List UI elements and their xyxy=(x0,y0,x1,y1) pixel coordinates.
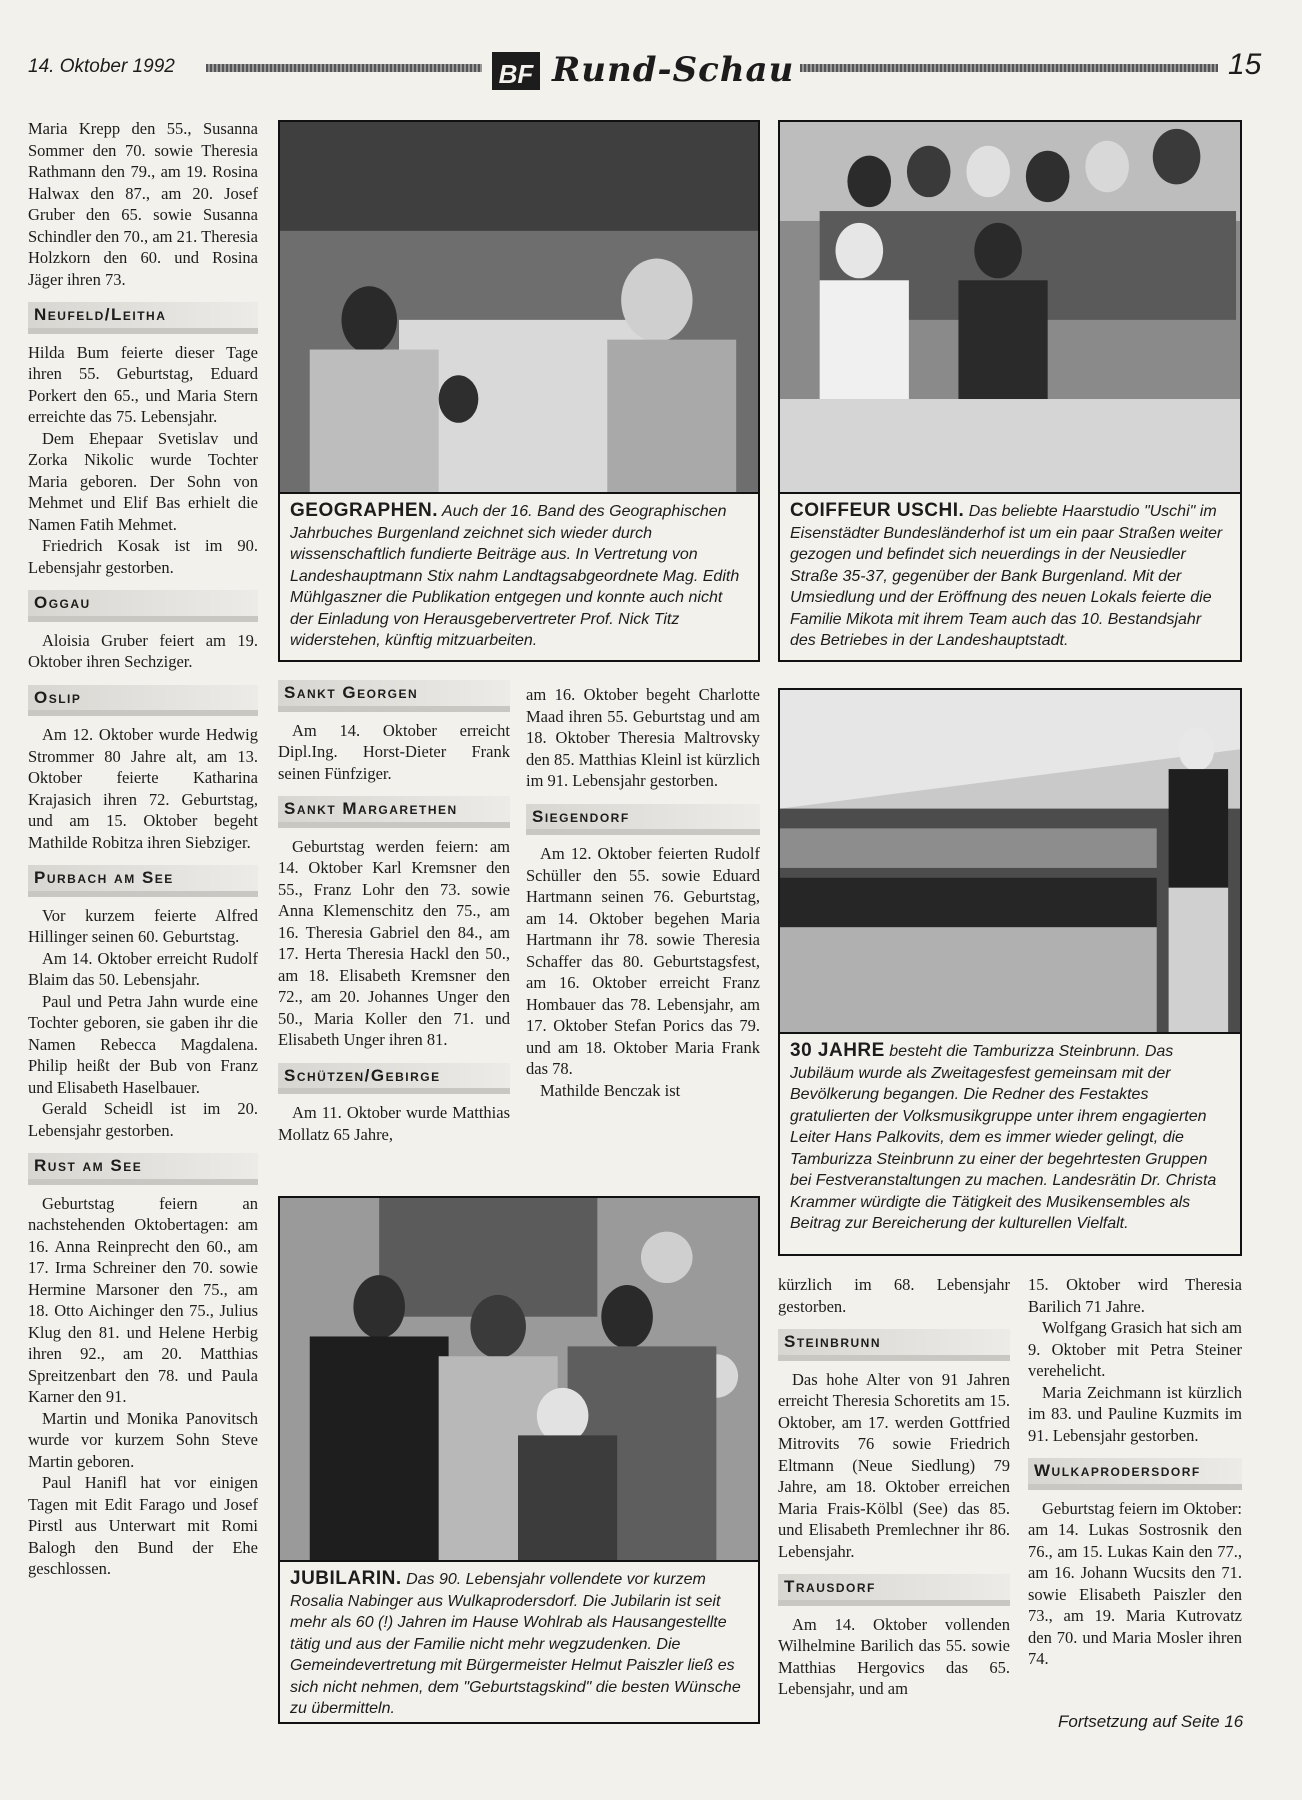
col1-intro: Maria Krepp den 55., Susanna Sommer den 70. sowie Theresia Rathmann den 79., am 19. Rosina Halwax den 87., am 20. Josef Gruber den 65. sowie Susanna Schindler den 70., am 21. Theresia Holzkorn den 60. und Rosina Jäger ihren 73. xyxy=(28,119,258,289)
paragraph: Mathilde Benczak ist xyxy=(540,1080,681,1100)
paragraph: Am 14. Oktober erreicht Dipl.Ing. Horst-Dieter Frank seinen Fünfziger. xyxy=(278,720,510,783)
column-2 xyxy=(278,680,510,1145)
paragraph: 15. Oktober wird Theresia Barilich 71 Jahre. xyxy=(1028,1275,1242,1316)
paragraph: Maria Zeichmann ist kürzlich im 83. und Pauline Kuzmits im 91. Lebensjahr gestorben. xyxy=(1028,1382,1242,1445)
section-heading-sankt-georgen: Sankt Georgen xyxy=(278,680,510,712)
paragraph: Geburtstag feiern an nachstehenden Oktobertagen: am 16. Anna Reinprecht den 60., am 17. Irma Schreiner den 70. sowie Hermine Marsoner den 75., am 18. Otto Aichinger den 75., Julius Klug den 81. und Helene Herbig ihren 92., am 20. Matthias Spreitzenbart den 78. und Paula Karner den 91. xyxy=(28,1193,258,1406)
caption-text: besteht die Tamburizza Steinbrunn. Das Jubiläum wurde als Zweitagesfest gemeinsam mit der Bevölkerung begangen. Die Redner des Festaktes gratulierten der Volksmusikgruppe unter ihrem engagierten Leiter Hans Palkovits, dem es immer wieder gelingt, die Tamburizza Steinbrunn zu einer der begehrtesten Gruppen bei Festveranstaltungen zu machen. Landesrätin Dr. Christa Krammer würdigte die Tätigkeit des Musikensembles als Beitrag zur Bereicherung der kulturellen Vielfalt. xyxy=(790,1043,1217,1232)
bf-logo: BF xyxy=(492,52,540,90)
section-heading-sankt-margarethen: Sankt Margarethen xyxy=(278,796,510,828)
paragraph: Wolfgang Grasich hat sich am 9. Oktober mit Petra Steiner verehelicht. xyxy=(1028,1318,1242,1380)
paragraph: Dem Ehepaar Svetislav und Zorka Nikolic wurde Tochter Maria geboren. Der Sohn von Mehmet und Elif Bas erhielt die Namen Fatih Mehmet. xyxy=(28,428,258,534)
caption-title: JUBILARIN. xyxy=(290,1568,402,1589)
paragraph: Paul Hanifl hat vor einigen Tagen mit Edit Farago und Josef Pirstl aus Unterwart mit Romi Balogh den Bund der Ehe geschlossen. xyxy=(28,1473,258,1578)
page-number: 15 xyxy=(1228,48,1262,81)
photo-coiffeur-uschi xyxy=(778,120,1242,494)
photo-geographen xyxy=(278,120,760,494)
paragraph: Am 12. Oktober feierten Rudolf Schüller den 55. sowie Eduard Hartmann seinen 76. Geburtstag, am 14. Oktober begehen Maria Hartmann ihr 78. sowie Theresia Schaffer das 80. Geburtstagsfest, am 16. Oktober erreicht Franz Hombauer das 78. Lebensjahr, am 17. Oktober Stefan Porics das 79. und am 18. Oktober Maria Frank das 78. xyxy=(526,844,760,1078)
caption-text: Auch der 16. Band des Geographischen Jahrbuches Burgenland zeichnet sich wieder durch wissenschaftlich fundierte Beiträge aus. In Vertretung von Landeshauptmann Stix nahm Landtagsabgeordnete Mag. Edith Mühlgaszner die Publikation entgegen und konnte auch nicht der Einladung von Herausgebervertreter Prof. Nick Titz widerstehen, künftig mitzuarbeiten. xyxy=(290,503,740,649)
caption-text: Das 90. Lebensjahr vollendete vor kurzem Rosalia Nabinger aus Wulkaprodersdorf. Die Jubilarin ist seit mehr als 60 (!) Jahren im Hause Wohlrab als Hausangestellte tätig und aus der Familie nicht mehr wegzudenken. Die Gemeindevertretung mit Bürgermeister Helmut Paiszler ließ es sich nicht nehmen, dem "Geburtstagskind" die besten Wünsche zu übermitteln. xyxy=(290,1571,741,1717)
section-heading-neufeld: Neufeld/Leitha xyxy=(28,302,258,334)
paragraph: Martin und Monika Panovitsch wurde vor kurzem Sohn Steve Martin geboren. xyxy=(28,1408,258,1471)
caption-tamburizza xyxy=(778,1034,1242,1256)
photo-jubilarin xyxy=(278,1196,760,1562)
section-heading-purbach: Purbach am See xyxy=(28,865,258,897)
paragraph: Vor kurzem feierte Alfred Hillinger seinen 60. Geburtstag. xyxy=(28,905,258,946)
caption-geographen xyxy=(278,494,760,662)
section-heading-siegendorf: Siegendorf xyxy=(526,804,760,836)
column-1 xyxy=(28,118,258,1580)
photo-tamburizza-steinbrunn xyxy=(778,688,1242,1034)
section-heading-oggau: Oggau xyxy=(28,590,258,622)
paragraph: Am 14. Oktober erreicht Rudolf Blaim das 50. Lebensjahr. xyxy=(28,948,258,989)
paragraph: Geburtstag feiern im Oktober: am 14. Lukas Sostrosnik den 76., am 15. Lukas Kain den 77., am 16. Johann Wucsits den 71. sowie Elisabeth Paiszler den 73., am 19. Maria Kutrovatz den 70. und Maria Mosler ihren 74. xyxy=(1028,1498,1242,1668)
col4-continuation: kürzlich im 68. Lebensjahr gestorben. xyxy=(778,1275,1010,1316)
caption-title: 30 JAHRE xyxy=(790,1040,885,1061)
paragraph: Am 11. Oktober wurde Matthias Mollatz 65 Jahre, xyxy=(278,1103,510,1144)
paragraph: Geburtstag werden feiern: am 14. Oktober Karl Kremsner den 55., Franz Lohr den 73. sowie Anna Klemenschitz den 75., am 16. Theresia Gabriel den 84., am 17. Herta Theresia Hackl den 50., am 18. Elisabeth Kremsner den 72., am 20. Johannes Unger den 50., Maria Koller den 71. und Elisabeth Unger ihren 81. xyxy=(278,836,510,1049)
paragraph: Friedrich Kosak ist im 90. Lebensjahr gestorben. xyxy=(28,536,258,577)
section-heading-wulkaprodersdorf: Wulkaprodersdorf xyxy=(1028,1458,1242,1490)
caption-title: COIFFEUR USCHI. xyxy=(790,500,965,521)
paragraph: Aloisia Gruber feiert am 19. Oktober ihren Sechziger. xyxy=(28,630,258,671)
publication-name: Rund-Schau xyxy=(552,50,795,90)
caption-text: Das beliebte Haarstudio "Uschi" im Eisenstädter Bundesländerhof ist um ein paar Straßen weiter gezogen und befindet sich neuerdings in der Neusiedler Straße 35-37, gegenüber der Bank Burgenland. Mit der Umsiedlung und der Eröffnung des neuen Lokals feierte die Familie Mikota mit ihrem Team auch das 10. Bestandsjahr des Betriebes in der Landeshauptstadt. xyxy=(790,503,1223,649)
column-5 xyxy=(1028,1274,1242,1670)
paragraph: Gerald Scheidl ist im 20. Lebensjahr gestorben. xyxy=(28,1099,258,1140)
caption-title: GEOGRAPHEN. xyxy=(290,500,439,521)
continued-on-next-page: Fortsetzung auf Seite 16 xyxy=(1058,1712,1244,1731)
paragraph: Am 12. Oktober wurde Hedwig Strommer 80 Jahre alt, am 13. Oktober feierte Katharina Krajasich ihren 72. Geburtstag, und am 15. Oktober begeht Mathilde Robitza ihren Siebziger. xyxy=(28,725,258,852)
section-heading-steinbrunn: Steinbrunn xyxy=(778,1329,1010,1361)
column-4 xyxy=(778,1274,1010,1700)
paragraph: Das hohe Alter von 91 Jahren erreicht Theresia Schoretits am 15. Oktober, am 17. werden Gottfried Mitrovits 76 sowie Friedrich Eltmann (Neue Siedlung) 79 Jahre, am 18. Oktober erreichen Maria Frais-Kölbl (See) das 85. und Elisabeth Premlechner ihr 86. Lebensjahr. xyxy=(778,1369,1010,1561)
caption-coiffeur-uschi xyxy=(778,494,1242,662)
issue-date: 14. Oktober 1992 xyxy=(28,56,175,77)
column-3 xyxy=(526,684,760,1101)
section-heading-schuetzen: Schützen/Gebirge xyxy=(278,1063,510,1095)
section-heading-rust: Rust am See xyxy=(28,1153,258,1185)
section-heading-trausdorf: Trausdorf xyxy=(778,1574,1010,1606)
col3-continuation: am 16. Oktober begeht Charlotte Maad ihren 55. Geburtstag und am 18. Oktober Theresia Maltrovsky den 85. Matthias Kleinl ist kürzlich im 91. Lebensjahr gestorben. xyxy=(526,685,760,790)
paragraph: Am 14. Oktober vollenden Wilhelmine Barilich das 55. sowie Matthias Hergovics das 65. Lebensjahr, und am xyxy=(778,1614,1010,1698)
paragraph: Paul und Petra Jahn wurde eine Tochter geboren, sie gaben ihr die Namen Rebecca Magdalena. Philip heißt der Bub von Franz und Elisabeth Haselbauer. xyxy=(28,991,258,1097)
masthead-rule-left xyxy=(206,64,482,72)
paragraph: Hilda Bum feierte dieser Tage ihren 55. Geburtstag, Eduard Porkert den 65., und Maria Stern erreichte das 75. Lebensjahr. xyxy=(28,342,258,426)
masthead-rule-right xyxy=(800,64,1218,72)
section-heading-oslip: Oslip xyxy=(28,685,258,717)
caption-jubilarin xyxy=(278,1562,760,1724)
